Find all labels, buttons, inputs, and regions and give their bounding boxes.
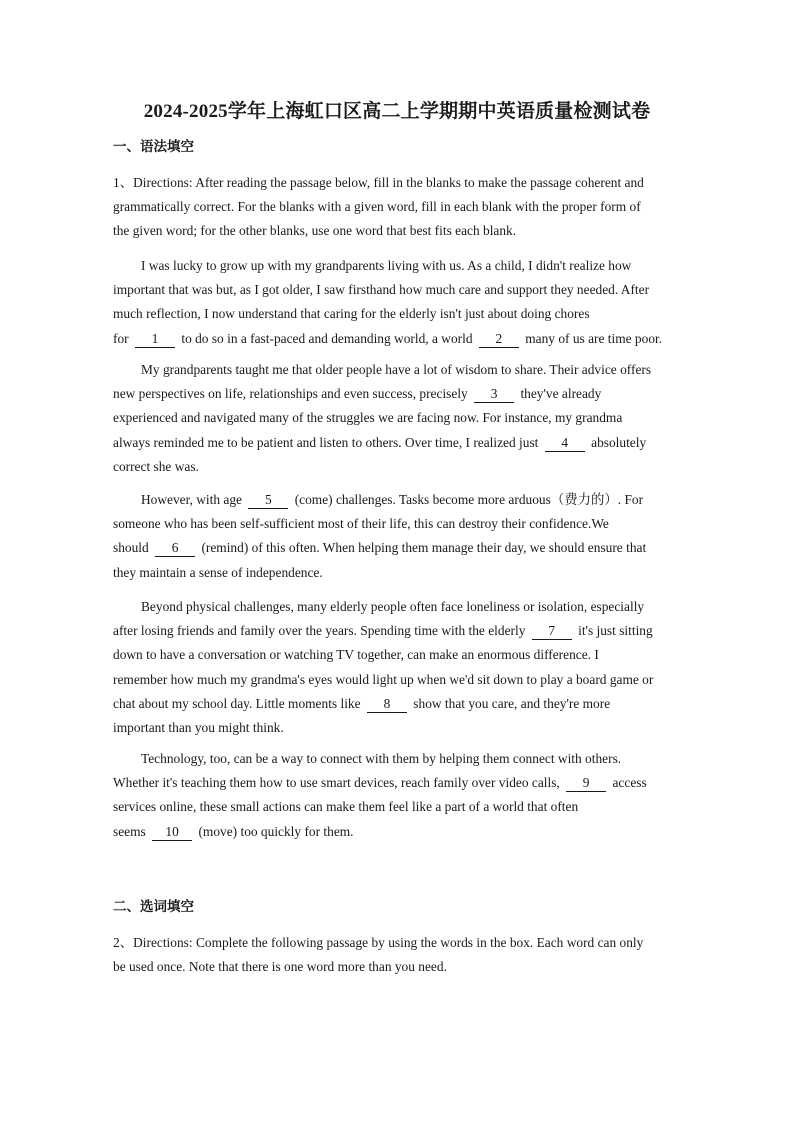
directions-line-2: grammatically correct. For the blanks with a given word, fill in each blank with the proper form of — [113, 199, 641, 215]
blank-6[interactable]: 6 — [155, 540, 195, 557]
passage-paragraph-3: However, with age 5 (come) challenges. Tasks become more arduous（费力的）. For someone who has been self-sufficient most of their life, this can destroy their confidence.We should 6 (remind) of this often. When helping them manage their day, we should ensure that they maintain a sense of independence. — [113, 492, 647, 580]
section-2-heading: 二、选词填空 — [113, 899, 194, 915]
directions-line-1: 1、Directions: After reading the passage below, fill in the blanks to make the passage coherent and — [113, 175, 644, 190]
question-1-directions — [113, 171, 683, 244]
passage-paragraph-2: My grandparents taught me that older people have a lot of wisdom to share. Their advice offers new perspectives on life, relationships and even success, precisely 3 they've already experienced and navigated many of the struggles we are facing now. For instance, my grandma always reminded me to be patient and listen to others. Over time, I realized just 4 absolutely correct she was. — [113, 362, 652, 474]
blank-9[interactable]: 9 — [566, 775, 606, 792]
section-1-heading: 一、语法填空 — [113, 139, 194, 155]
blank-1[interactable]: 1 — [135, 331, 175, 348]
blank-3[interactable]: 3 — [474, 386, 514, 403]
directions-line-3: the given word; for the other blanks, use one word that best fits each blank. — [113, 223, 517, 239]
blank-5[interactable]: 5 — [248, 492, 288, 509]
blank-8[interactable]: 8 — [367, 696, 407, 713]
question-2-directions: 2、Directions: Complete the following passage by using the words in the box. Each word can only be used once. Note that there is one word more than you need. — [113, 935, 644, 975]
blank-7[interactable]: 7 — [532, 623, 572, 640]
blank-10[interactable]: 10 — [152, 824, 192, 841]
blank-4[interactable]: 4 — [545, 435, 585, 452]
passage-paragraph-1: I was lucky to grow up with my grandparents living with us. As a child, I didn't realize how important that was but, as I got older, I saw firsthand how much care and support they needed. After much reflection, I now understand that caring for the elderly isn't just about doing chores for 1 to do so in a fast-paced and demanding world, a world 2 many of us are time poor. — [113, 258, 663, 346]
passage-paragraph-4: Beyond physical challenges, many elderly people often face loneliness or isolation, especially after losing friends and family over the years. Spending time with the elderly 7 it's just sitting down to have a conversation or watching TV together, can make an enormous difference. I remember how much my grandma's eyes would light up when we'd sit down to play a board game or chat about my school day. Little moments like 8 show that you care, and they're more important than you might think. — [113, 599, 654, 736]
page-title: 2024-2025学年上海虹口区高二上学期期中英语质量检测试卷 — [143, 101, 651, 122]
passage-paragraph-5: Technology, too, can be a way to connect with them by helping them connect with others. Whether it's teaching them how to use smart devices, reach family over video calls, 9 access services online, these small actions can make them feel like a part of a world that often seems 10 (move) too quickly for them. — [113, 751, 647, 839]
blank-2[interactable]: 2 — [479, 331, 519, 348]
